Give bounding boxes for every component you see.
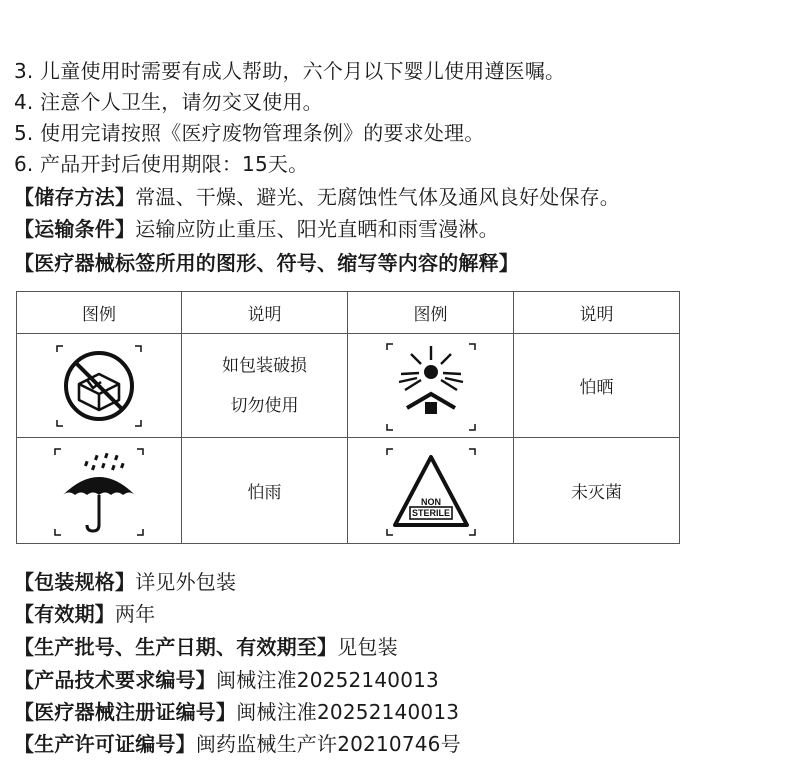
instruction-line-3: 3. 儿童使用时需要有成人帮助，六个月以下婴儿使用遵医嘱。 [14, 59, 566, 83]
non-sterile-text-1: NON [420, 496, 441, 507]
desc-sunlight: 怕晒 [579, 378, 614, 398]
keep-away-from-sunlight-icon [381, 336, 481, 436]
do-not-use-if-damaged-icon [49, 338, 149, 434]
transport-label: 【运输条件】 [14, 217, 136, 241]
info-production-license: 【生产许可证编号】闽药监械生产许20210746号 [14, 732, 461, 756]
table-row [17, 438, 680, 544]
symbols-table [16, 291, 680, 544]
header-legend-1: 图例 [17, 292, 182, 334]
info-validity: 【有效期】两年 [14, 602, 156, 626]
header-description-2: 说明 [514, 292, 680, 334]
desc-rain: 怕雨 [247, 483, 282, 503]
desc-damaged-1: 如包装破损 [222, 355, 307, 376]
symbols-heading: 【医疗器械标签所用的图形、符号、缩写等内容的解释】 [14, 251, 519, 275]
header-description-1: 说明 [182, 292, 348, 334]
info-package: 【包装规格】详见外包装 [14, 570, 237, 594]
transport-text: 运输应防止重压、阳光直晒和雨雪漫淋。 [135, 217, 499, 241]
non-sterile-icon [381, 441, 481, 541]
storage-label: 【储存方法】 [14, 185, 136, 209]
info-tech-requirement: 【产品技术要求编号】闽械注准20252140013 [14, 668, 439, 692]
keep-dry-umbrella-icon [49, 441, 149, 541]
table-row [17, 334, 680, 438]
instruction-line-4: 4. 注意个人卫生，请勿交叉使用。 [14, 90, 323, 114]
info-registration: 【医疗器械注册证编号】闽械注准20252140013 [14, 700, 460, 724]
info-batch: 【生产批号、生产日期、有效期至】见包装 [14, 635, 398, 659]
table-header-row [17, 292, 680, 334]
non-sterile-text-2: STERILE [411, 507, 450, 518]
desc-non-sterile: 未灭菌 [571, 483, 622, 503]
transport-line [14, 215, 499, 243]
header-legend-2: 图例 [348, 292, 514, 334]
desc-damaged-2: 切勿使用 [230, 395, 299, 416]
storage-line [14, 183, 620, 211]
storage-text: 常温、干燥、避光、无腐蚀性气体及通风良好处保存。 [135, 185, 621, 209]
instruction-line-5: 5. 使用完请按照《医疗废物管理条例》的要求处理。 [14, 121, 485, 145]
instruction-line-6: 6. 产品开封后使用期限：15天。 [14, 152, 309, 176]
